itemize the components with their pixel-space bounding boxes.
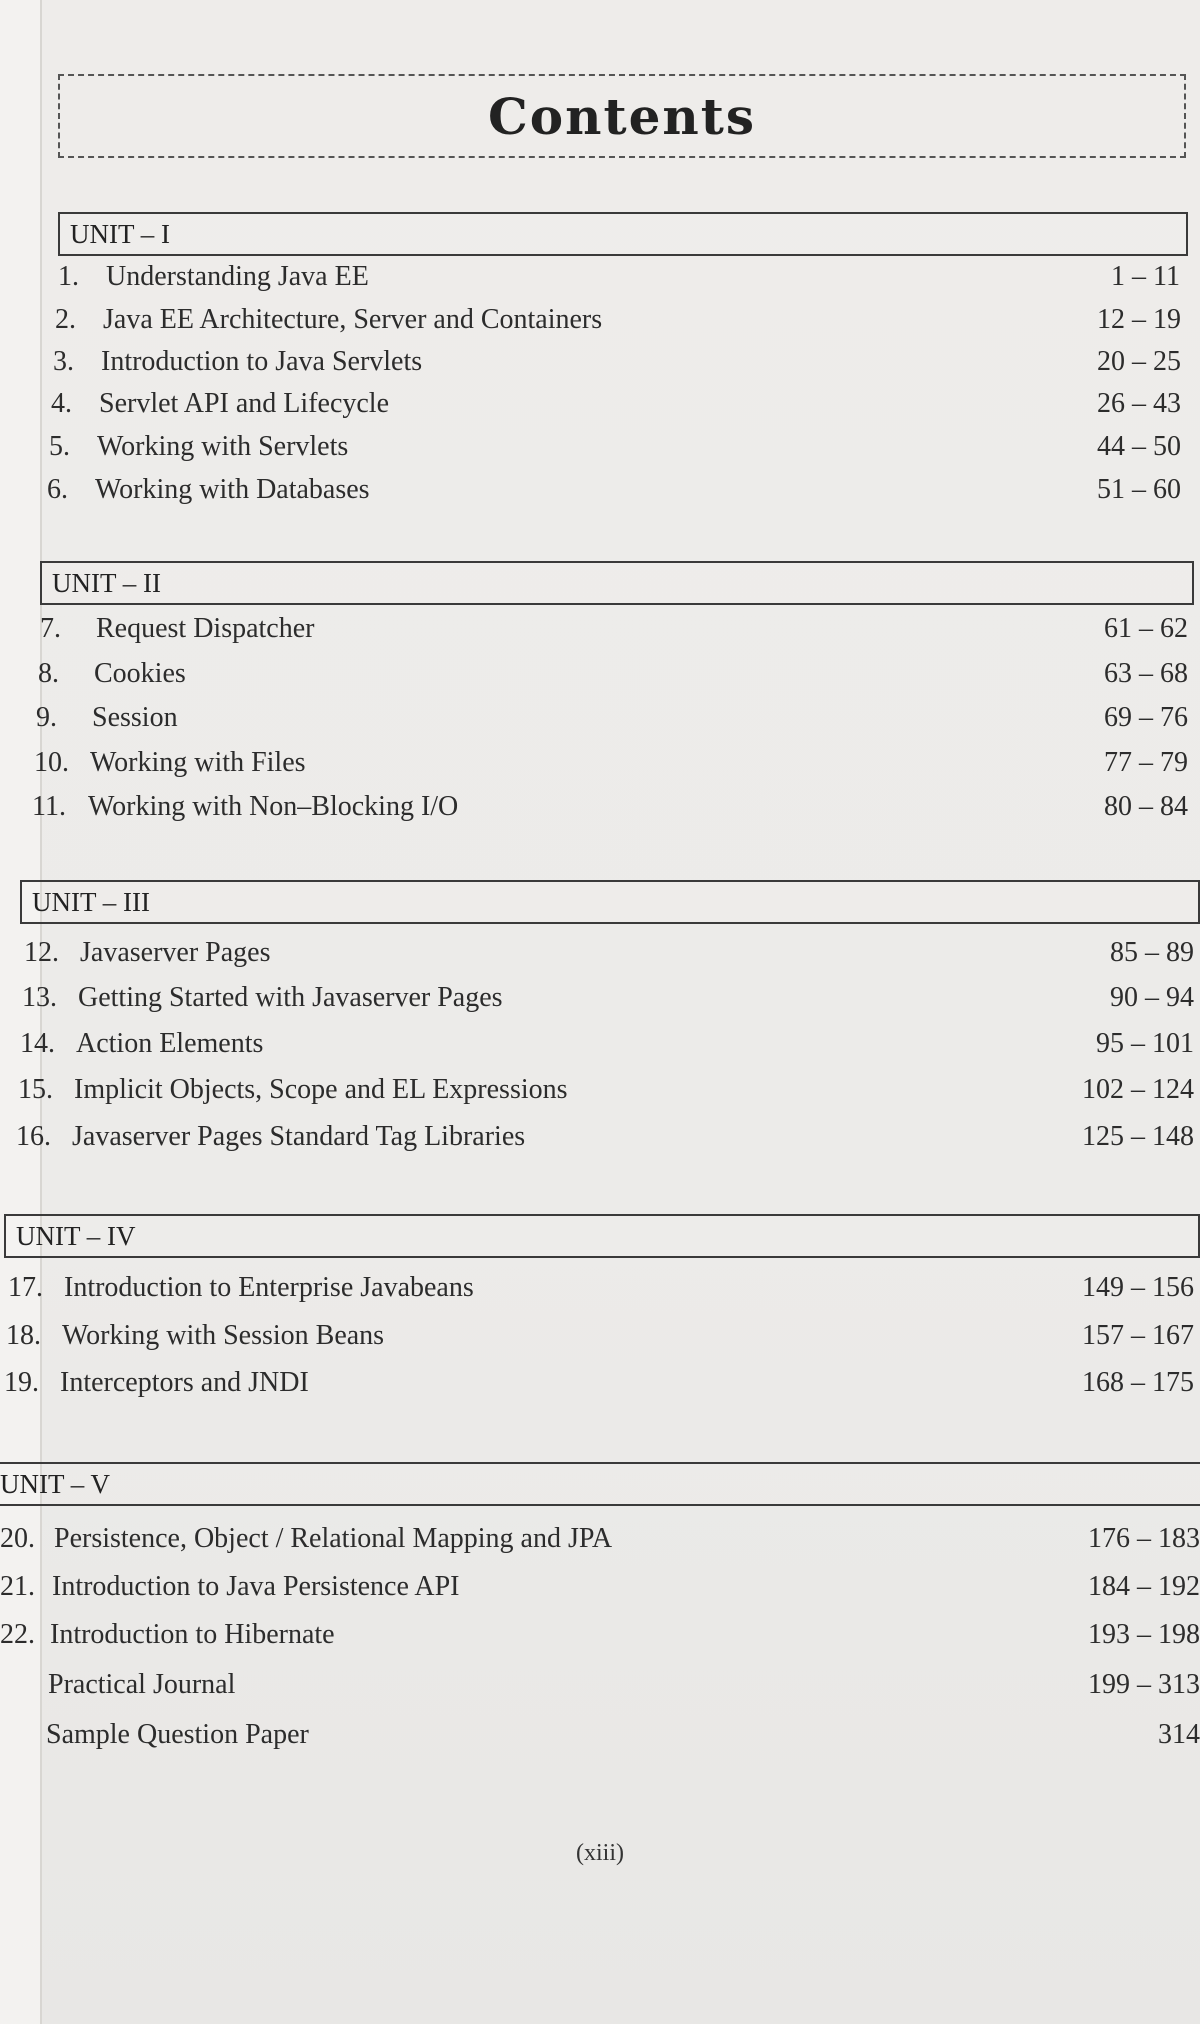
toc-row[interactable] (16, 1117, 1194, 1157)
page-range: 1 – 11 (1111, 261, 1180, 292)
page-number: (xiii) (576, 1840, 624, 1866)
toc-row[interactable] (4, 1363, 1194, 1403)
page-range: 44 – 50 (1097, 431, 1181, 462)
chapter-number: 14. (20, 1028, 55, 1059)
toc-row[interactable] (0, 1715, 1200, 1755)
chapter-title: Practical Journal (48, 1669, 236, 1700)
chapter-title: Servlet API and Lifecycle (99, 388, 390, 419)
chapter-title: Working with Databases (95, 474, 370, 505)
page-range: 314 (1158, 1719, 1200, 1750)
chapter-title: Javaserver Pages Standard Tag Libraries (72, 1121, 526, 1152)
chapter-number: 9. (36, 702, 57, 733)
chapter-title: Working with Files (90, 747, 306, 778)
page-range: 69 – 76 (1104, 702, 1188, 733)
page-range: 193 – 198 (1088, 1619, 1200, 1650)
toc-row[interactable] (40, 609, 1188, 649)
page-range: 80 – 84 (1104, 791, 1188, 822)
chapter-title: Getting Started with Javaserver Pages (78, 982, 503, 1013)
chapter-number: 6. (47, 474, 68, 505)
toc-row[interactable] (8, 1268, 1194, 1308)
page-range: 184 – 192 (1088, 1571, 1200, 1602)
toc-row[interactable] (55, 300, 1181, 340)
page-range: 125 – 148 (1082, 1121, 1194, 1152)
toc-row[interactable] (0, 1567, 1200, 1607)
unit-header: UNIT – IV (4, 1214, 1200, 1258)
page-range: 26 – 43 (1097, 388, 1181, 419)
toc-row[interactable] (22, 978, 1194, 1018)
chapter-number: 11. (32, 791, 66, 822)
page-range: 176 – 183 (1088, 1523, 1200, 1554)
chapter-number: 1. (58, 261, 79, 292)
chapter-number: 4. (51, 388, 72, 419)
toc-row[interactable] (0, 1519, 1200, 1559)
chapter-number: 16. (16, 1121, 51, 1152)
page-range: 63 – 68 (1104, 658, 1188, 689)
page-range: 61 – 62 (1104, 613, 1188, 644)
toc-row[interactable] (53, 342, 1181, 382)
chapter-number: 17. (8, 1272, 43, 1303)
page-range: 157 – 167 (1082, 1320, 1194, 1351)
chapter-number: 15. (18, 1074, 53, 1105)
chapter-number: 13. (22, 982, 57, 1013)
page-range: 168 – 175 (1082, 1367, 1194, 1398)
chapter-title: Interceptors and JNDI (60, 1367, 309, 1398)
chapter-number: 18. (6, 1320, 41, 1351)
toc-row[interactable] (0, 1665, 1200, 1705)
chapter-number: 21. (0, 1571, 35, 1602)
chapter-title: Introduction to Hibernate (50, 1619, 335, 1650)
page-range: 149 – 156 (1082, 1272, 1194, 1303)
unit-header: UNIT – V (0, 1462, 1200, 1506)
chapter-title: Request Dispatcher (96, 613, 315, 644)
page-range: 12 – 19 (1097, 304, 1181, 335)
toc-row[interactable] (38, 654, 1188, 694)
chapter-title: Working with Session Beans (62, 1320, 385, 1351)
unit-header: UNIT – III (20, 880, 1200, 924)
chapter-title: Understanding Java EE (106, 261, 369, 292)
page-range: 102 – 124 (1082, 1074, 1194, 1105)
chapter-title: Java EE Architecture, Server and Containers (103, 304, 603, 335)
contents-title-box (58, 74, 1186, 158)
chapter-number: 12. (24, 937, 59, 968)
toc-row[interactable] (20, 1024, 1194, 1064)
page-range: 90 – 94 (1110, 982, 1194, 1013)
chapter-title: Persistence, Object / Relational Mapping and JPA (54, 1523, 613, 1554)
toc-row[interactable] (51, 384, 1181, 424)
chapter-number: 8. (38, 658, 59, 689)
page-range: 199 – 313 (1088, 1669, 1200, 1700)
toc-row[interactable] (47, 470, 1181, 510)
toc-row[interactable] (49, 427, 1181, 467)
chapter-number: 19. (4, 1367, 39, 1398)
chapter-title: Working with Non–Blocking I/O (88, 791, 459, 822)
toc-row[interactable] (0, 1615, 1200, 1655)
chapter-number: 5. (49, 431, 70, 462)
page-range: 20 – 25 (1097, 346, 1181, 377)
toc-row[interactable] (18, 1070, 1194, 1110)
chapter-number: 20. (0, 1523, 35, 1554)
toc-row[interactable] (58, 257, 1180, 297)
unit-header: UNIT – II (40, 561, 1194, 605)
chapter-number: 3. (53, 346, 74, 377)
unit-header: UNIT – I (58, 212, 1188, 256)
page-range: 85 – 89 (1110, 937, 1194, 968)
toc-row[interactable] (24, 933, 1194, 973)
toc-row[interactable] (32, 787, 1188, 827)
chapter-title: Implicit Objects, Scope and EL Expressions (74, 1074, 568, 1105)
chapter-title: Sample Question Paper (46, 1719, 309, 1750)
chapter-title: Action Elements (76, 1028, 264, 1059)
page-range: 95 – 101 (1096, 1028, 1194, 1059)
chapter-title: Session (92, 702, 178, 733)
page-range: 51 – 60 (1097, 474, 1181, 505)
chapter-title: Working with Servlets (97, 431, 349, 462)
chapter-title: Javaserver Pages (80, 937, 271, 968)
toc-row[interactable] (6, 1316, 1194, 1356)
page-range: 77 – 79 (1104, 747, 1188, 778)
chapter-number: 2. (55, 304, 76, 335)
chapter-title: Introduction to Java Servlets (101, 346, 423, 377)
toc-row[interactable] (34, 743, 1188, 783)
chapter-number: 7. (40, 613, 61, 644)
chapter-title: Introduction to Enterprise Javabeans (64, 1272, 474, 1303)
chapter-title: Cookies (94, 658, 186, 689)
chapter-title: Introduction to Java Persistence API (52, 1571, 460, 1602)
chapter-number: 10. (34, 747, 69, 778)
chapter-number: 22. (0, 1619, 35, 1650)
page-title: Contents (487, 86, 756, 146)
toc-row[interactable] (36, 698, 1188, 738)
